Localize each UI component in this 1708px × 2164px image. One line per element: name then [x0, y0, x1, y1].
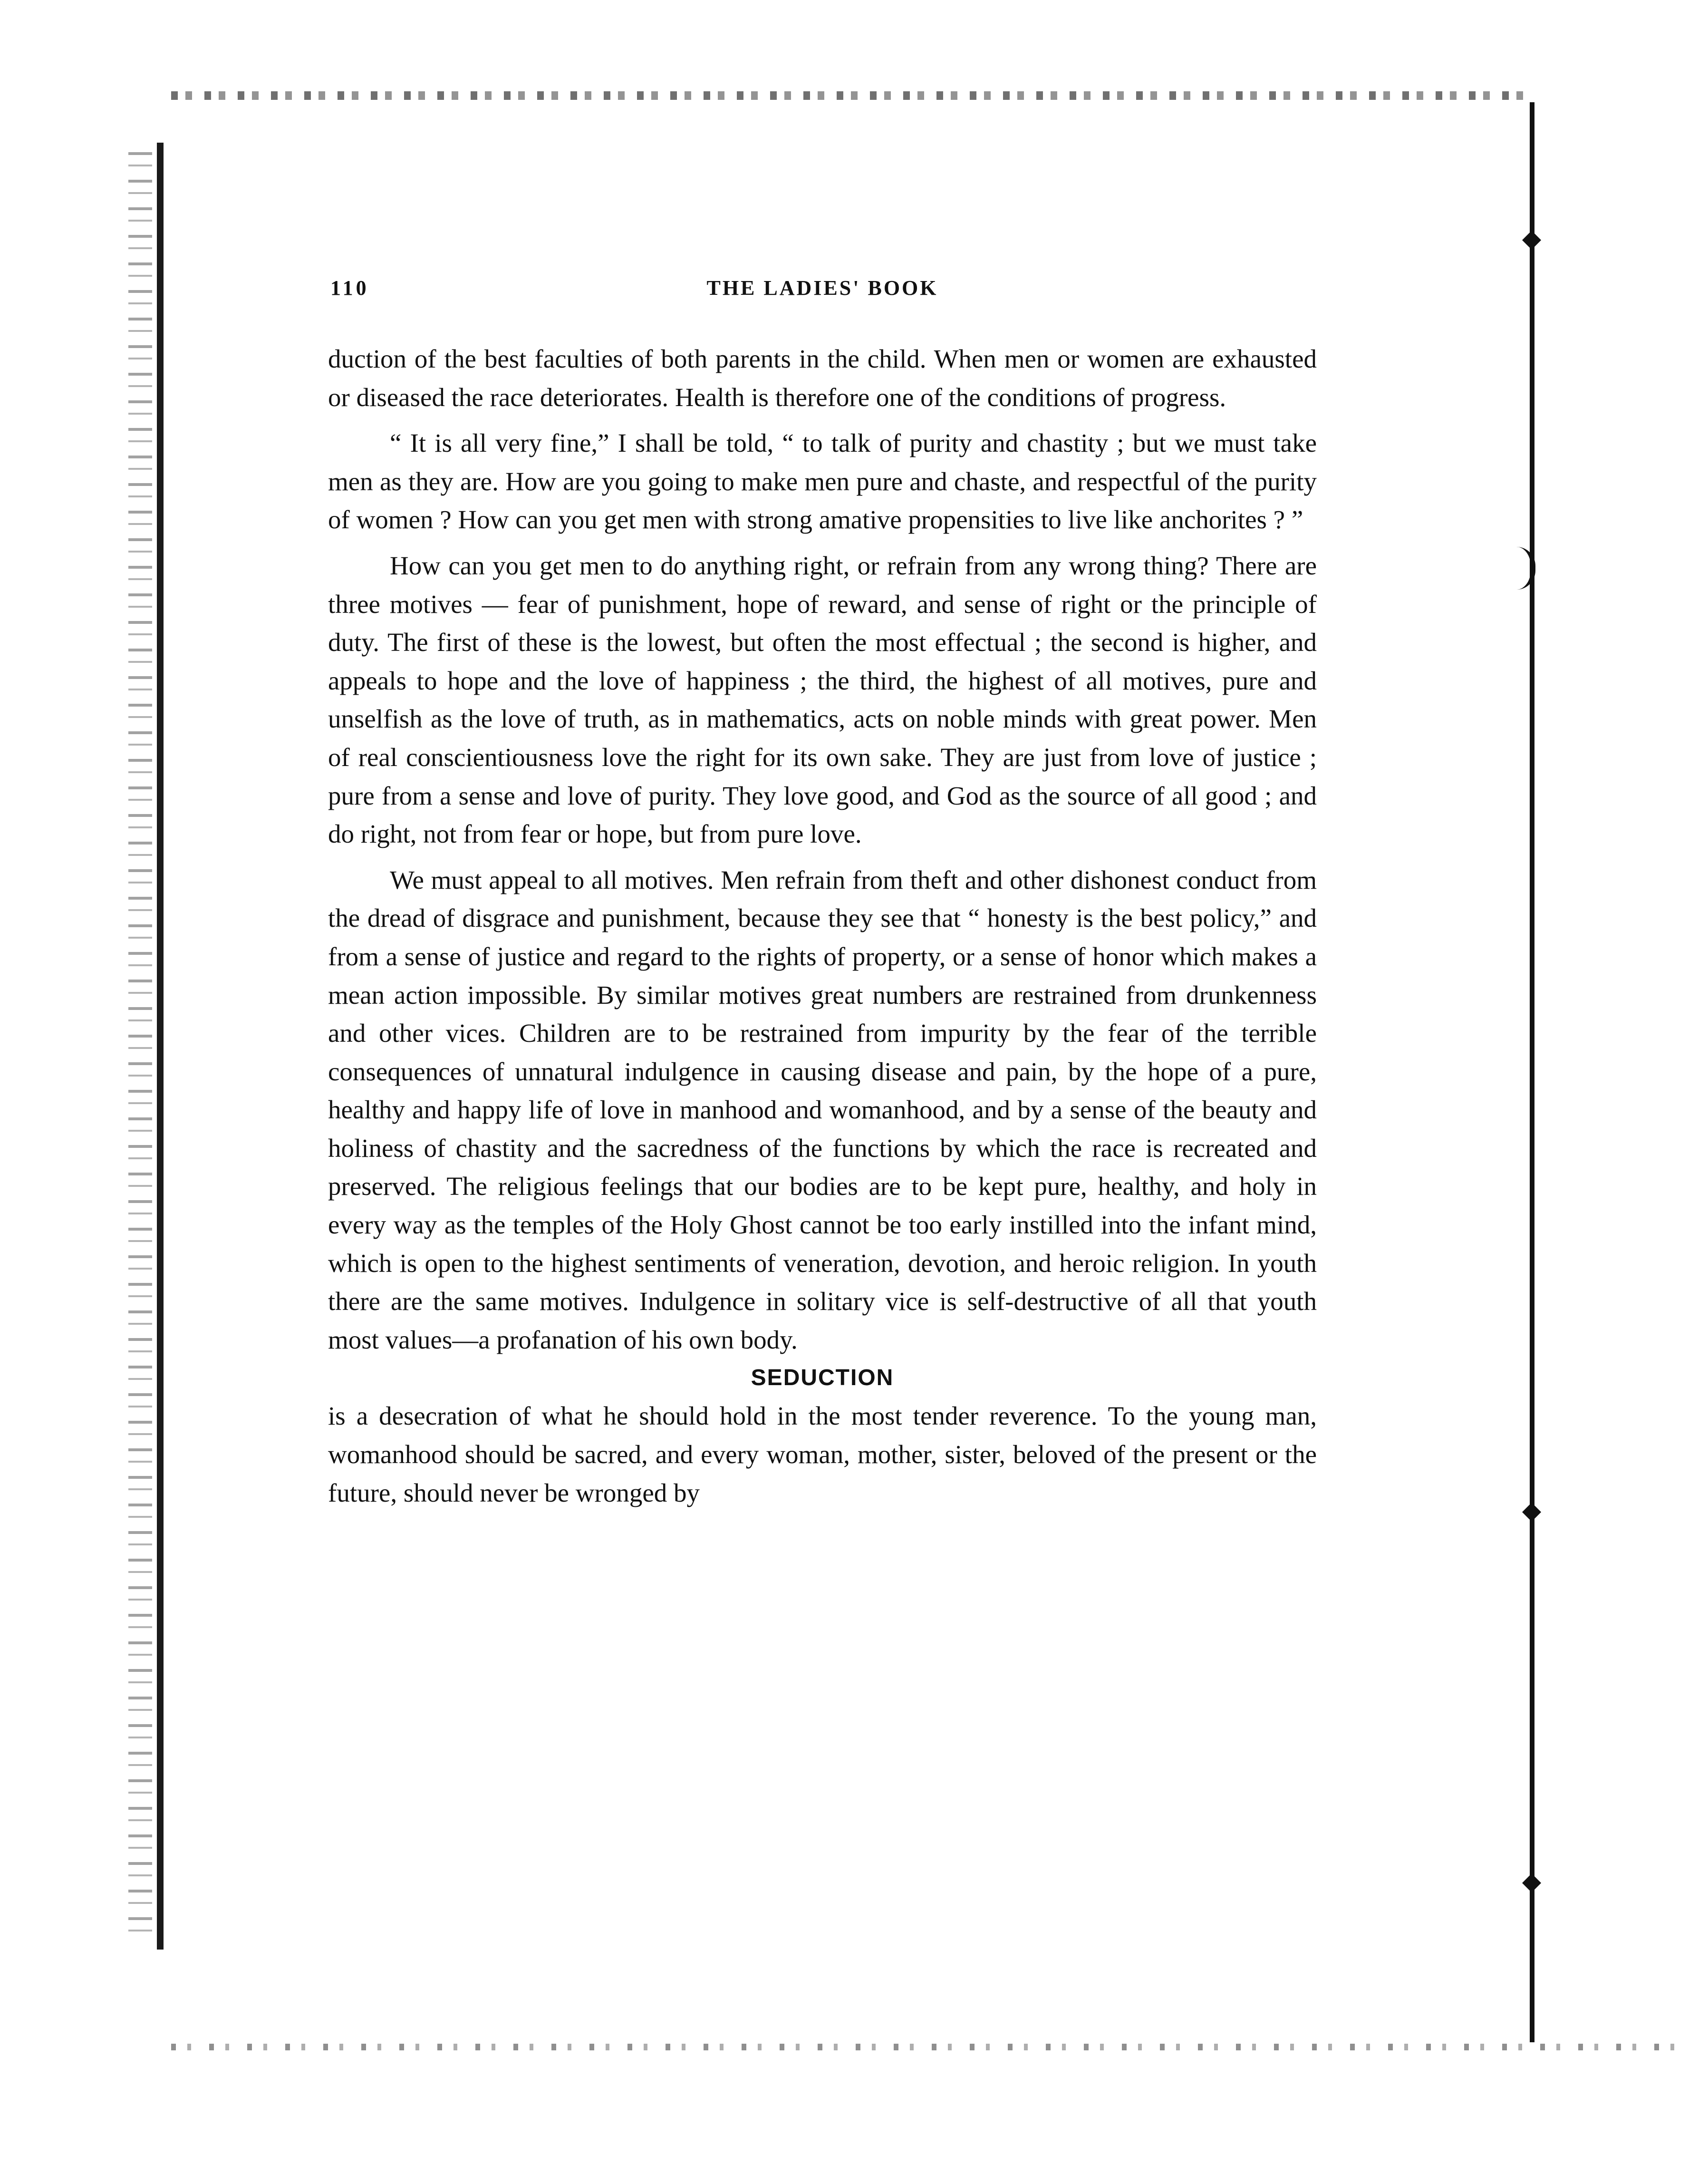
scan-left-binding-edge — [157, 143, 164, 1950]
scan-top-edge — [171, 91, 1531, 100]
paragraph-4: We must appeal to all motives. Men refrain from theft and other dishonest conduct from the dread of disgrace and punishment, because they see that “ honesty is the best policy,” and from a sense of justice and regard to the rights of property, or a sense of honor which makes a mean action impossible. By similar motives great numbers are restrained from drunkenness and other vices. Children are to be restrained from impurity by the fear of the terrible consequences of unnatural indulgence in causing disease and pain, by the hope of a pure, healthy and happy life of love in manhood and womanhood, and by a sense of the beauty and holiness of chastity and the sacredness of the functions by which the race is recreated and preserved. The religious feelings that our bodies are to be kept pure, healthy, and holy in every way as the temples of the Holy Ghost cannot be too early instilled into the infant mind, which is open to the highest sentiments of veneration, devotion, and heroic religion. In youth there are the same motives. Indulgence in solitary vice is self-destructive of all that youth most values—a profanation of his own body. — [328, 865, 1317, 1354]
scan-right-edge-mark — [1522, 1873, 1541, 1892]
scan-bottom-edge — [171, 2044, 1683, 2050]
paragraph-1: duction of the best faculties of both parents in the child. When men or women are exhausted or diseased the race deteriorates. Health is therefore one of the conditions of progress. — [328, 344, 1317, 412]
body-text — [328, 340, 1317, 1512]
scan-right-edge-mark — [1522, 231, 1541, 250]
scan-right-page-edge — [1530, 102, 1534, 2042]
scan-left-edge-grain — [128, 152, 152, 1940]
running-head — [330, 276, 1314, 309]
running-title: THE LADIES' BOOK — [706, 276, 938, 300]
section-heading: SEDUCTION — [751, 1365, 894, 1391]
scan-right-edge-mark — [1522, 1503, 1541, 1522]
paragraph-5: is a desecration of what he should hold in the most tender reverence. To the young man, womanhood should be sacred, and every woman, mother, sister, beloved of the present or the future, should never be wronged by — [328, 1401, 1317, 1507]
page-number: 110 — [330, 276, 369, 300]
paragraph-2: “ It is all very fine,” I shall be told, “ to talk of purity and chastity ; but we must take men as they are. How are you going to make men pure and chaste, and respectful of the purity of women ? How can you get men with strong amative propensities to live like anchorites ? ” — [328, 428, 1317, 534]
paragraph-3: How can you get men to do anything right, or refrain from any wrong thing? There are three motives — fear of punishment, hope of reward, and sense of right or the principle of duty. The first of these is the lowest, but often the most effectual ; the second is higher, and appeals to hope and the love of happiness ; the third, the highest of all motives, pure and unselfish as the love of truth, as in mathematics, acts on noble minds with great power. Men of real conscientiousness love the right for its own sake. They are just from love of justice ; pure from a sense and love of purity. They love good, and God as the source of all good ; and do right, not from fear or hope, but from pure love. — [328, 551, 1317, 849]
